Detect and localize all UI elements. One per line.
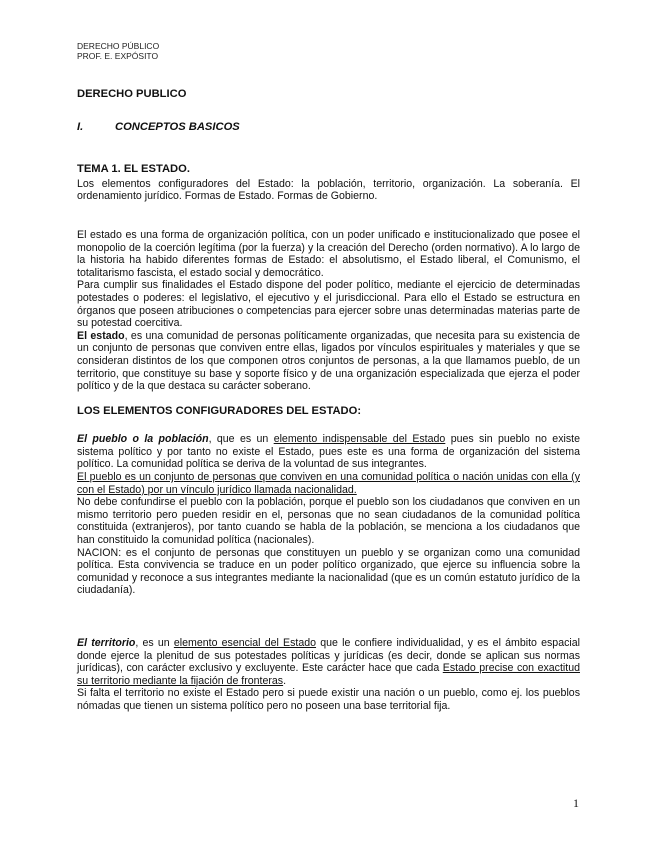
paragraph-estado-definicion: El estado es una forma de organización política, con un poder unificado e institucionalizado que posee el monopolio de la coerción legítima (por la fuerza) y la creación del Derecho (orden normativo). A lo largo de la historia ha habido diferentes formas de Estado: el absolutismo, el Estado liberal, el Comunismo, el totalitarismo fascista, el estado social y democrático. — [77, 228, 580, 279]
page-header — [77, 41, 159, 61]
tema-summary: Los elementos configuradores del Estado: la población, territorio, organización. La soberanía. El ordenamiento jurídico. Formas de Estado. Formas de Gobierno. — [77, 177, 580, 203]
territorio-underline-2: Estado precise con exactitud su territorio mediante la fijación de fronteras — [77, 662, 580, 687]
territorio-lead: El territorio — [77, 637, 136, 649]
territorio-underline-1: elemento esencial del Estado — [173, 637, 317, 649]
territorio-text-3: . — [283, 674, 287, 687]
territorio-text-1: , es un — [135, 637, 174, 649]
estado-lead: El estado — [77, 329, 125, 342]
paragraph-sin-territorio: Si falta el territorio no existe el Estado pero si puede existir una nación o un pueblo, como ej. los pueblos nómadas que tienen un sistema político pero no poseen una base territorial fija. — [77, 687, 580, 712]
document-title: DERECHO PUBLICO — [77, 88, 187, 100]
pueblo-text-2: pues sin pueblo no existe sistema político y por tanto no existe el Estado, pues este es una forma de organización del sistema político. La comunidad política se deriva de la voluntad de sus integrantes. — [77, 433, 580, 471]
tema-title: TEMA 1. EL ESTADO. — [77, 163, 190, 176]
page-body — [77, 88, 580, 713]
section-heading — [77, 121, 580, 134]
paragraph-territorio — [77, 637, 580, 687]
territorio-text-2: que le confiere individualidad, y es el ámbito espacial donde ejerce la plenitud de sus potestades políticas y jurídicas (es decir, donde se aplican sus normas jurídicas), con carácter exclusivo y excluyente. Este carácter hace que cada — [77, 637, 580, 675]
paragraph-pueblo — [77, 433, 580, 471]
pueblo-definition: El pueblo es un conjunto de personas que conviven en una comunidad política o nación unidas con ella (y con el Estado) por un vínculo jurídico llamada nacionalidad. — [77, 471, 580, 496]
pueblo-underline-1: elemento indispensable del Estado — [273, 433, 446, 446]
header-professor: PROF. E. EXPÓSITO — [77, 51, 159, 61]
pueblo-lead: El pueblo o la población — [77, 433, 209, 446]
section-number: I. — [77, 120, 84, 133]
paragraph-poblacion: No debe confundirse el pueblo con la población, porque el pueblo son los ciudadanos que conviven en un mismo territorio pero pueden residir en el, personas que no sean ciudadanos de la comunidad política constituida (extranjeros), por tanto cuando se habla de la población, se menciona a los ciudadanos que han constituido la comunidad política (nacionales). — [77, 496, 580, 547]
paragraph-nacion: NACION: es el conjunto de personas que constituyen un pueblo y se organizan como una comunidad política. Esta convivencia se traduce en un poder político organizado, que ejerce su influencia sobre la comunidad y reconoce a sus integrantes mediante la nacionalidad (que es un común estatuto jurídico de la ciudadanía). — [77, 546, 580, 597]
page-number: 1 — [573, 796, 579, 810]
estado-text: , es una comunidad de personas políticamente organizadas, que necesita para su existencia de un conjunto de personas que conviven entre ellas, ligados por vínculos espirituales y materiales y que se consideran distintos de los que componen otros conjuntos de personas, a la que llamamos pueblo, de un territorio, que constituye su base y soporte físico y de una organización especializada que ejerza el poder político y de la que destaca su carácter soberano. — [77, 329, 580, 393]
section-title: CONCEPTOS BASICOS — [115, 120, 240, 133]
elements-heading: LOS ELEMENTOS CONFIGURADORES DEL ESTADO: — [77, 404, 362, 417]
pueblo-text-1: , que es un — [208, 433, 274, 446]
header-course: DERECHO PÚBLICO — [77, 41, 160, 51]
paragraph-el-estado — [77, 330, 580, 393]
paragraph-poder-politico: Para cumplir sus finalidades el Estado dispone del poder político, mediante el ejercicio de determinadas potestades o poderes: el legislativo, el ejecutivo y el jurisdiccional. Para ello el Estado se estructura en órganos que poseen atribuciones o competencias para ejercer sobre unas determinadas materias parte de su potestad coercitiva. — [77, 279, 580, 330]
